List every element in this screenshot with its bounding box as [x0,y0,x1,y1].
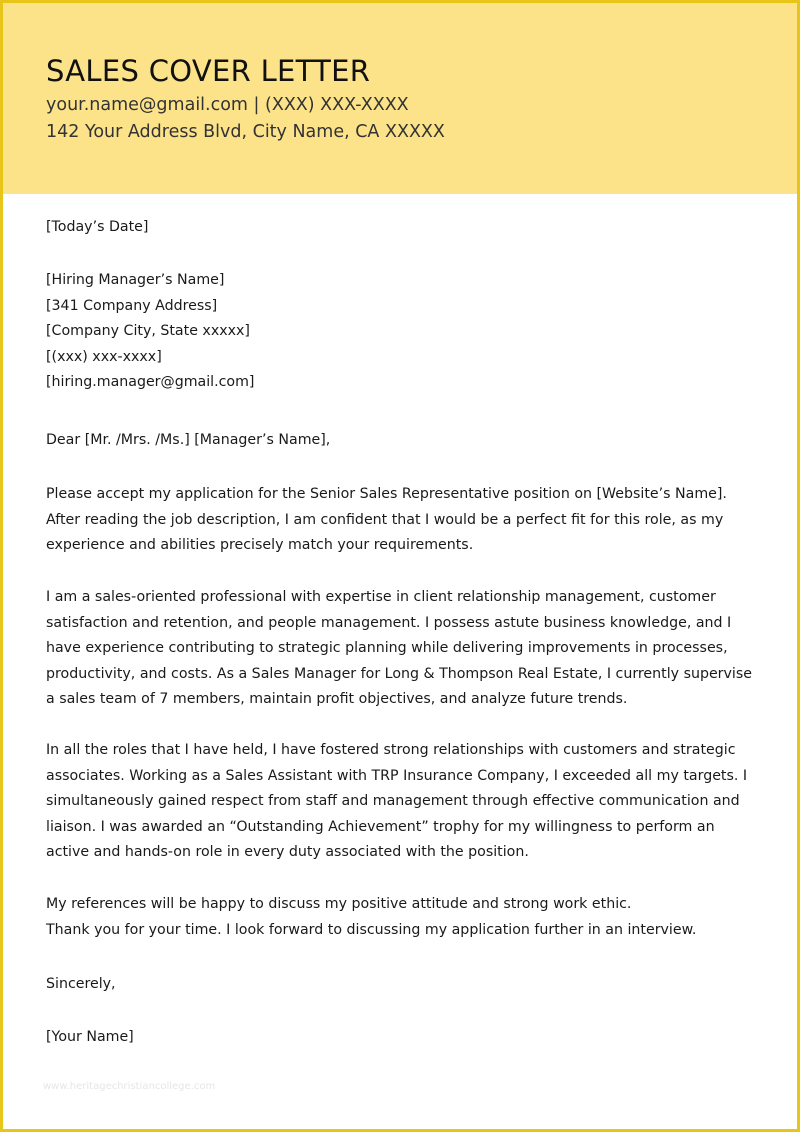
paragraph-line: productivity, and costs. As a Sales Manager for Long & Thompson Real Estate, I currently supervise [46,665,752,682]
paragraph-line: active and hands-on role in every duty associated with the position. [46,844,529,861]
closing-block [46,972,766,998]
recipient-email: [hiring.manager@gmail.com] [46,374,255,391]
paragraph-3 [46,738,766,866]
watermark-text: www.heritagechristiancollege.com [43,1081,216,1092]
salutation: Dear [Mr. /Mrs. /Ms.] [Manager’s Name], [46,432,331,448]
recipient-city: [Company City, State xxxxx] [46,323,250,340]
salutation-block [46,428,766,454]
paragraph-line: After reading the job description, I am confident that I would be a perfect fit for this role, as my [46,511,724,528]
paragraph-line: simultaneously gained respect from staff and management through effective communication and [46,793,740,810]
paragraph-line: Thank you for your time. I look forward to discussing my application further in an interview. [46,921,697,938]
recipient-name: [Hiring Manager’s Name] [46,272,225,288]
recipient-block [46,268,766,396]
paragraph-line: associates. Working as a Sales Assistant with TRP Insurance Company, I exceeded all my targets. I [46,767,748,784]
letter-header [3,3,797,194]
paragraph-line: I am a sales-oriented professional with expertise in client relationship management, customer [46,589,716,605]
paragraph-line: My references will be happy to discuss my positive attitude and strong work ethic. [46,896,632,912]
paragraph-2 [46,585,766,713]
paragraph-line: a sales team of 7 members, maintain profit objectives, and analyze future trends. [46,691,628,708]
paragraph-line: have experience contributing to strategic planning while delivering improvements in processes, [46,640,728,657]
document-title: SALES COVER LETTER [46,54,371,88]
recipient-address: [341 Company Address] [46,297,218,314]
signature-block [46,1025,766,1051]
paragraph-line: experience and abilities precisely match your requirements. [46,537,474,554]
paragraph-line: liaison. I was awarded an “Outstanding Achievement” trophy for my willingness to perform an [46,818,715,835]
paragraph-1 [46,482,766,559]
signature-name: [Your Name] [46,1029,134,1045]
address-line: 142 Your Address Blvd, City Name, CA XXXXX [46,122,445,142]
letter-date: [Today’s Date] [46,219,149,235]
paragraph-line: In all the roles that I have held, I have fostered strong relationships with customers and strategic [46,742,736,758]
paragraph-line: satisfaction and retention, and people management. I possess astute business knowledge, and I [46,614,732,631]
paragraph-line: Please accept my application for the Senior Sales Representative position on [Website’s Name]. [46,486,727,502]
recipient-phone: [(xxx) xxx-xxxx] [46,348,162,365]
paragraph-4 [46,892,766,943]
closing: Sincerely, [46,976,116,992]
email-phone-line: your.name@gmail.com | (XXX) XXX-XXXX [46,95,409,115]
date-block [46,215,766,241]
